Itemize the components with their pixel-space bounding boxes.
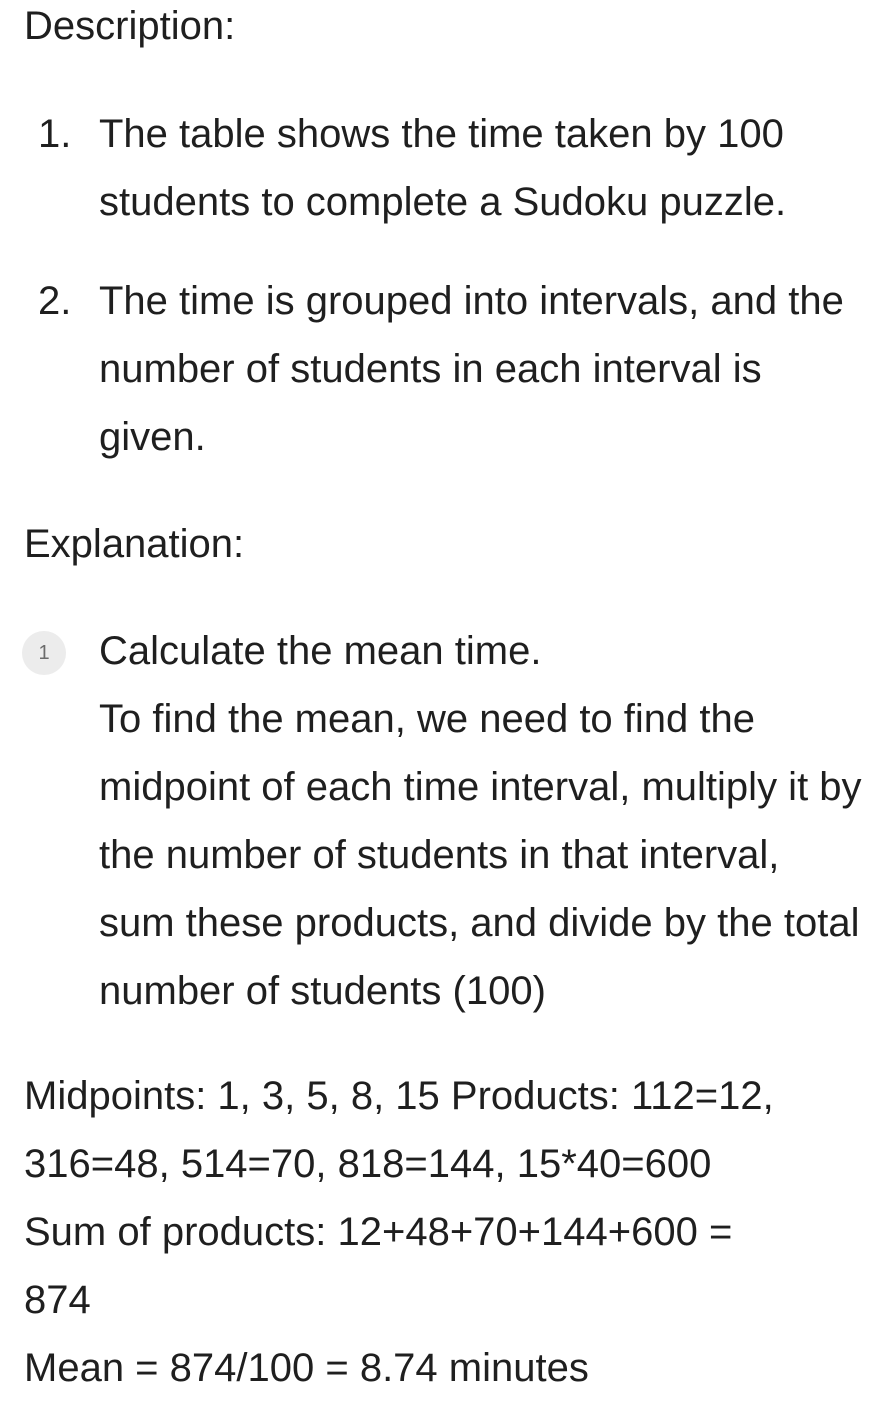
calculation-line: Sum of products: 12+48+70+144+600 = [24, 1210, 733, 1254]
step-title: Calculate the mean time. [99, 629, 542, 673]
calculation-line: 874 [24, 1278, 91, 1322]
calculation-line: 316=48, 514=70, 818=144, 15*40=600 [24, 1142, 712, 1186]
explanation-heading: Explanation: [24, 522, 245, 566]
step-number-badge: 1 [22, 631, 66, 675]
calculation-line: Midpoints: 1, 3, 5, 8, 15 Products: 112=12, [24, 1074, 774, 1118]
list-item-text: The table shows the time taken by 100 students to complete a Sudoku puzzle. [99, 112, 787, 224]
calculation-block [24, 1062, 854, 1402]
list-item-text: The time is grouped into intervals, and the number of students in each interval is given. [99, 279, 844, 459]
step-body: To find the mean, we need to find the midpoint of each time interval, multiply it by the number of students in that interval, sum these products, and divide by the total number of students (100) [99, 697, 862, 1013]
description-heading: Description: [24, 4, 236, 48]
list-number: 2. [38, 279, 72, 323]
list-number: 1. [38, 112, 72, 156]
calculation-line: Mean = 874/100 = 8.74 minutes [24, 1346, 589, 1390]
